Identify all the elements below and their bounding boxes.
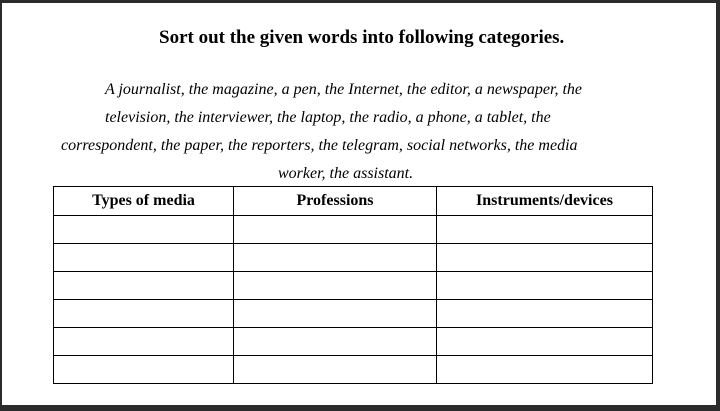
header-instruments-devices: Instruments/devices	[437, 187, 653, 216]
worksheet-page	[2, 3, 716, 405]
table-cell[interactable]	[437, 300, 653, 328]
word-list-line-4: worker, the assistant.	[278, 165, 414, 182]
table-cell[interactable]	[437, 272, 653, 300]
word-list-line-3: correspondent, the paper, the reporters, the telegram, social networks, the media	[61, 137, 578, 154]
table-row	[54, 272, 653, 300]
table-cell[interactable]	[54, 356, 234, 384]
word-list-line-1: A journalist, the magazine, a pen, the Internet, the editor, a newspaper, the	[105, 81, 582, 98]
table-row	[54, 244, 653, 272]
table-row	[54, 216, 653, 244]
table-cell[interactable]	[54, 300, 234, 328]
categories-table	[53, 186, 653, 384]
table-cell[interactable]	[234, 356, 437, 384]
header-professions: Professions	[234, 187, 437, 216]
table-cell[interactable]	[54, 216, 234, 244]
table-header-row	[54, 187, 653, 216]
header-types-of-media: Types of media	[54, 187, 234, 216]
table-cell[interactable]	[234, 244, 437, 272]
table-cell[interactable]	[54, 244, 234, 272]
table-row	[54, 328, 653, 356]
table-cell[interactable]	[54, 328, 234, 356]
worksheet-heading: Sort out the given words into following categories.	[159, 27, 565, 48]
table-cell[interactable]	[437, 356, 653, 384]
table-row	[54, 356, 653, 384]
word-list-line-2: television, the interviewer, the laptop, the radio, a phone, a tablet, the	[105, 109, 551, 126]
table-cell[interactable]	[437, 328, 653, 356]
table-cell[interactable]	[234, 328, 437, 356]
table-row	[54, 300, 653, 328]
table-cell[interactable]	[234, 216, 437, 244]
table-cell[interactable]	[234, 300, 437, 328]
table-cell[interactable]	[54, 272, 234, 300]
table-cell[interactable]	[234, 272, 437, 300]
table-cell[interactable]	[437, 216, 653, 244]
table-cell[interactable]	[437, 244, 653, 272]
